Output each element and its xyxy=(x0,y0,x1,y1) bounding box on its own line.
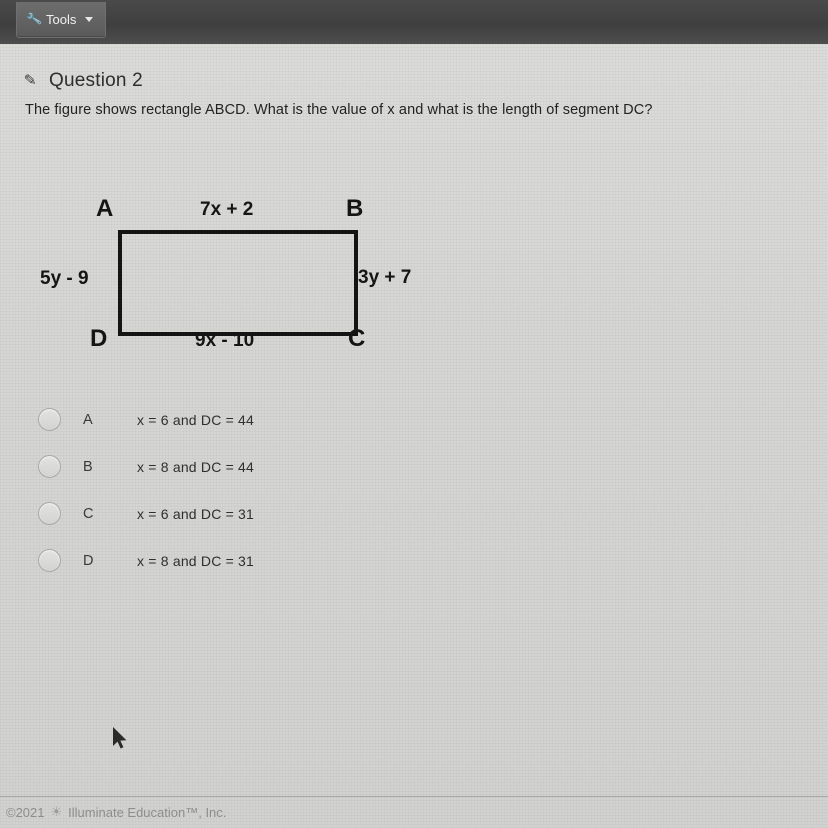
choice-text-a: x = 6 and DC = 44 xyxy=(137,411,255,428)
choice-option-a[interactable] xyxy=(38,396,558,443)
pencil-icon: ✎ xyxy=(23,71,38,90)
rectangle-shape xyxy=(118,230,358,336)
choice-text-c: x = 6 and DC = 31 xyxy=(137,505,255,522)
tools-menu-label: Tools xyxy=(46,12,77,27)
choice-option-b[interactable] xyxy=(38,443,558,490)
question-prompt: The figure shows rectangle ABCD. What is the value of x and what is the length of segment DC? xyxy=(25,102,653,118)
vertex-label-b: B xyxy=(346,195,364,222)
choice-option-c[interactable] xyxy=(38,490,558,537)
copyright-text: ©2021 xyxy=(6,804,45,820)
company-name: Illuminate Education™, Inc. xyxy=(68,804,227,820)
radio-button-c[interactable] xyxy=(38,502,61,525)
page-title: Question 2 xyxy=(49,70,143,91)
choice-text-d: x = 8 and DC = 31 xyxy=(137,552,255,569)
choice-letter-a: A xyxy=(83,411,93,428)
choice-text-b: x = 8 and DC = 44 xyxy=(137,458,255,475)
choice-option-d[interactable] xyxy=(38,537,558,584)
side-label-right: 3y + 7 xyxy=(358,267,412,288)
vertex-label-a: A xyxy=(96,195,114,222)
choice-letter-b: B xyxy=(83,458,93,475)
radio-button-b[interactable] xyxy=(38,455,61,478)
top-toolbar xyxy=(0,0,828,44)
radio-button-d[interactable] xyxy=(38,549,61,572)
rectangle-figure xyxy=(40,185,460,360)
choice-letter-c: C xyxy=(83,505,94,522)
vertex-label-c: C xyxy=(348,325,366,352)
footer xyxy=(6,804,226,820)
side-label-left: 5y - 9 xyxy=(40,268,89,289)
chevron-down-icon xyxy=(85,17,93,22)
radio-button-a[interactable] xyxy=(38,408,61,431)
question-header xyxy=(24,70,143,92)
side-label-bottom: 9x - 10 xyxy=(195,330,255,351)
tools-menu-button[interactable] xyxy=(16,2,106,38)
footer-divider xyxy=(0,796,828,797)
choice-letter-d: D xyxy=(83,552,94,569)
side-label-top: 7x + 2 xyxy=(200,199,254,220)
sun-logo-icon: ☀ xyxy=(50,804,63,819)
answer-choices xyxy=(38,396,558,584)
vertex-label-d: D xyxy=(90,325,108,352)
mouse-cursor-icon xyxy=(113,727,129,751)
wrench-icon: 🔧 xyxy=(25,10,43,28)
